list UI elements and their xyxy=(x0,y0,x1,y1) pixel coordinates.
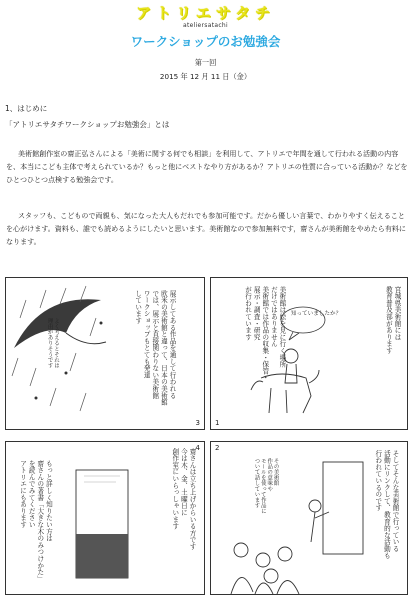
comic-panel-4 xyxy=(5,441,205,595)
thought-bubble-text: よく考えるとそれは 理由がありそうです xyxy=(46,318,59,369)
panel-4-caption-1: もっと詳しく知りたい方は 齋さんの著書「大きな木のみつけかた」 を読んでみてください アトリエにもあります xyxy=(18,460,53,583)
section-heading: 1、はじめに xyxy=(5,104,48,113)
logo-title: アトリエサタチ xyxy=(136,4,275,22)
page-title: ワークショップのお勉強会 xyxy=(130,34,281,49)
session-date: 2015 年 12 月 11 日（金） xyxy=(159,72,252,81)
panel-1-number: 1 xyxy=(215,419,220,427)
section-subheading: 「アトリエサタチワークショップお勉強会」とは xyxy=(5,120,170,129)
session-number: 第一回 xyxy=(194,58,217,67)
logo-subtitle: ateliersatachi xyxy=(182,22,228,29)
speech-bubble-text: 知っていましたか？ xyxy=(291,311,342,317)
intro-paragraph: 美術館創作室の齋正弘さんによる「美術に関する何でも相談」を利用して、アトリエで年間を通して行われる活動の内容を、本当にこども主体で考えられているか？もっと他にベストなやり方があるか？アトリエの性質に合っている活動か？などをひとつひとつ点検する勉強会です。 xyxy=(6,149,408,185)
horse-statue-illustration xyxy=(211,278,407,429)
panel-4-caption-2: 齋さんは立ち上げからいる方です 今は木、金、土曜日に 創作室にいらっしゃいます xyxy=(170,448,196,550)
comic-panel-3 xyxy=(5,277,205,430)
panel-3-number: 3 xyxy=(195,419,200,427)
panel-2-caption: そしてそんな美術館で行っている 活動にリンクして、教育的な活動も 行われているのです xyxy=(373,450,399,559)
panel-3-caption: 展示してある作品を通して行われる 欧米の美術館と違って、日本の美術館 では、展示と直接関わりない美術館 ワークショップもとても発達 しています xyxy=(133,290,176,406)
panel-2-number: 2 xyxy=(215,444,220,452)
logo xyxy=(0,2,411,29)
panel-4-number: 4 xyxy=(195,444,200,452)
panel-1-text: 美術館は絵を見に行く場所 だけではありません 美術館では作品の収集・保管・ 展示・調査・研究 が行われています xyxy=(243,286,286,382)
panel-1-caption: 宮城県美術館には 教育普及部があります xyxy=(384,286,401,354)
panel-2-bubble: その美術館 作品の意味や モールを使って作品に ついて話しています xyxy=(253,458,279,514)
comic-panel-2 xyxy=(210,441,408,595)
participation-paragraph: スタッフも、こどもので両親も、気になった大人もだれでも参加可能です。だから優しい言葉で、わかりやすく伝えることを心がけます。資料も、誰でも読めるようにしたいと思います。美術館なので参加無料です，齋さんが美術館をやめたら有料になります。 xyxy=(6,211,406,247)
comic-panel-1 xyxy=(210,277,408,430)
